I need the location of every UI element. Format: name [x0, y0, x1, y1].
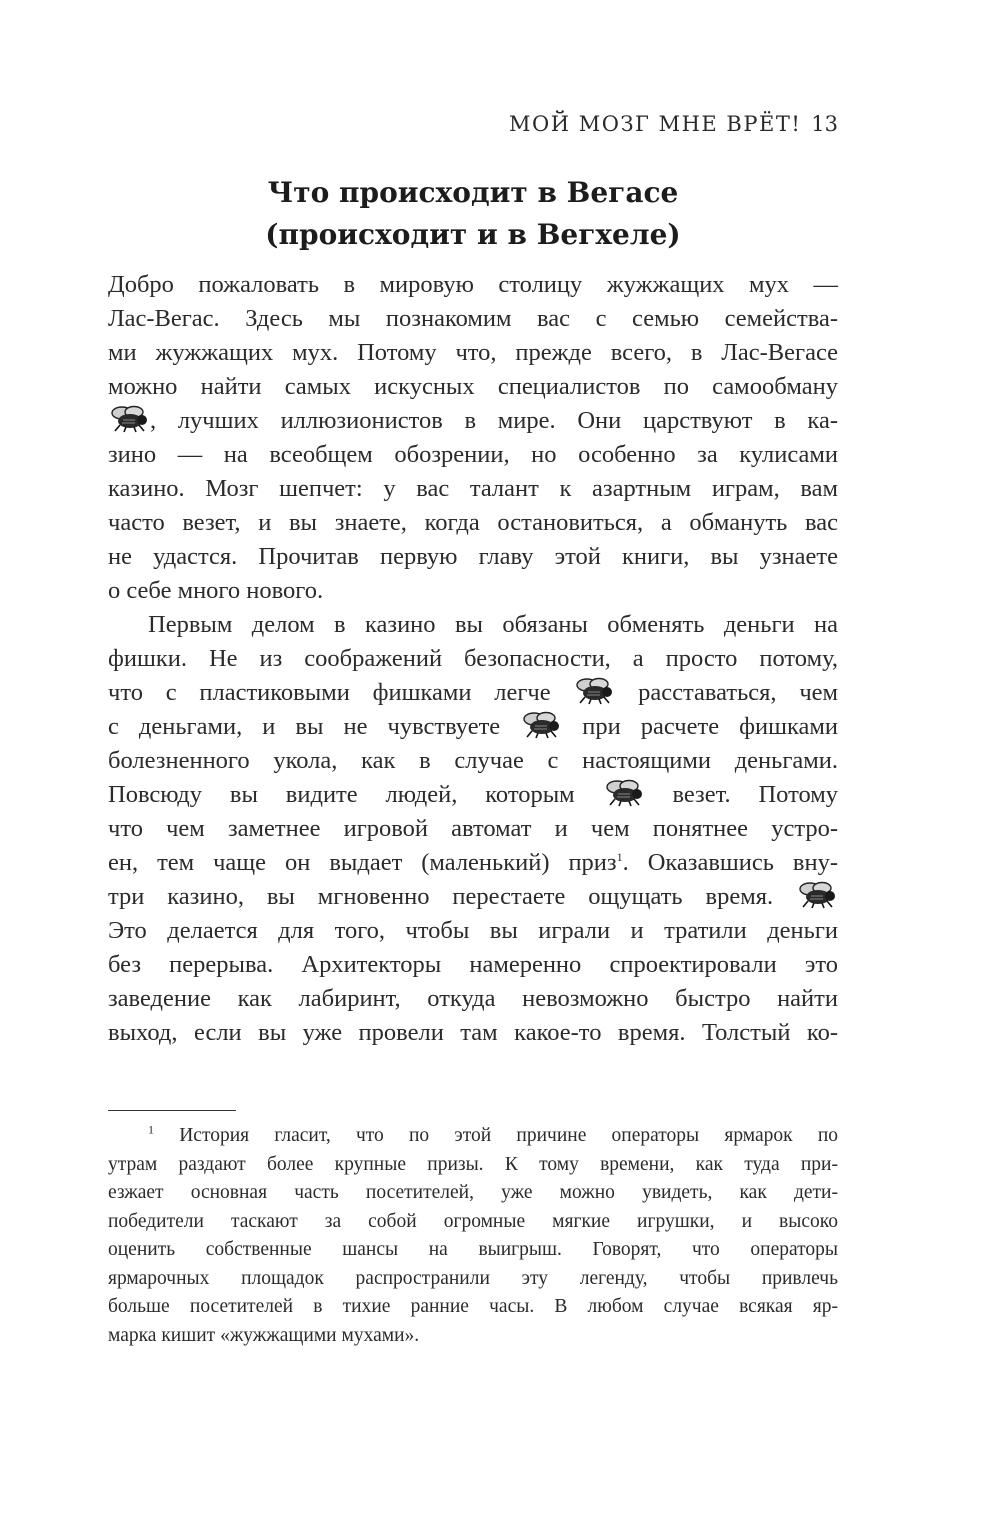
footnotes [108, 1122, 838, 1350]
footnote-marker: 1 [616, 849, 623, 864]
text-fragment: везет. Потому [672, 781, 838, 808]
text-fragment [108, 849, 838, 876]
text-line: выход, если вы уже провели там какое-то время. Толстый ко- [108, 1019, 838, 1046]
text-line: зино — на всеобщем обозрении, но особенно за кулисами [108, 441, 838, 468]
text-line [108, 676, 838, 710]
running-header [509, 112, 838, 136]
footnote-line: марка кишит «жужжащими мухами». [108, 1324, 420, 1346]
text-line [108, 846, 838, 880]
page-number: 13 [811, 112, 838, 136]
running-title: МОЙ МОЗГ МНЕ ВРЁТ! [509, 112, 802, 136]
footnote-number: 1 [148, 1122, 154, 1137]
footnote-line: езжает основная часть посетителей, уже можно увидеть, как дети- [108, 1182, 838, 1203]
text-fragment: ен, тем чаще он выдает (маленький) приз [108, 849, 617, 876]
footnote-divider [108, 1110, 236, 1111]
text-line [108, 404, 838, 438]
buzzing-fly-icon [603, 779, 645, 807]
text-line: фишки. Не из соображений безопасности, а просто потому, [108, 645, 838, 672]
text-line: о себе много нового. [108, 577, 324, 604]
text-line [108, 710, 838, 744]
text-line: часто везет, и вы знаете, когда остановиться, а обмануть вас [108, 509, 838, 536]
text-fragment: расставаться, чем [638, 679, 839, 706]
text-line [108, 880, 838, 914]
text-line: заведение как лабиринт, откуда невозможно быстро найти [108, 985, 838, 1012]
text-fragment: История гласит, что по этой причине операторы ярмарок по [179, 1125, 839, 1146]
text-line: без перерыва. Архитекторы намеренно спроектировали это [108, 951, 838, 978]
title-line-2: (происходит и в Вегхеле) [265, 218, 681, 251]
text-fragment: Повсюду вы видите людей, которым [108, 781, 575, 808]
footnote-line [108, 1122, 838, 1151]
footnote-line: победители таскают за собой огромные мягкие игрушки, и высоко [108, 1210, 838, 1232]
buzzing-fly-icon [573, 677, 615, 705]
footnote-line: утрам раздают более крупные призы. К тому времени, как туда при- [108, 1153, 838, 1175]
text-line: ми жужжащих мух. Потому что, прежде всего, в Лас-Вегасе [108, 339, 838, 366]
text-fragment: три казино, вы мгновенно перестаете ощущать время. [108, 883, 774, 910]
text-line: Добро пожаловать в мировую столицу жужжащих мух — [108, 271, 838, 298]
text-line: Лас-Вегас. Здесь мы познакомим вас с семью семейства- [108, 305, 838, 332]
buzzing-fly-icon [520, 711, 562, 739]
text-line: казино. Мозг шепчет: у вас талант к азартным играм, вам [108, 475, 838, 502]
text-fragment: что с пластиковыми фишками легче [108, 679, 551, 706]
footnote-line: ярмарочных площадок распространили эту легенду, чтобы привлечь [108, 1267, 838, 1289]
buzzing-fly-icon [796, 881, 838, 909]
text-fragment: при расчете фишками [582, 713, 838, 740]
text-line [108, 778, 838, 812]
text-fragment: с деньгами, и вы не чувствуете [108, 713, 501, 740]
text-fragment: . Оказавшись вну- [622, 849, 838, 876]
footnote-line: оценить собственные шансы на выигрыш. Говорят, что операторы [108, 1239, 838, 1260]
text-line: Это делается для того, чтобы вы играли и тратили деньги [108, 917, 838, 944]
main-text [108, 268, 838, 1050]
text-line: Первым делом в казино вы обязаны обменять деньги на [148, 611, 838, 638]
text-fragment: , лучших иллюзионистов в мире. Они царствуют в ка- [150, 407, 838, 434]
text-line: болезненного укола, как в случае с настоящими деньгами. [108, 747, 838, 774]
title-line-1: Что происходит в Вегасе [267, 176, 679, 209]
text-line: не удастся. Прочитав первую главу этой книги, вы узнаете [108, 543, 838, 570]
buzzing-fly-icon [108, 405, 150, 433]
text-line: что чем заметнее игровой автомат и чем понятнее устро- [108, 815, 838, 842]
text-line: можно найти самых искусных специалистов по самообману [108, 373, 838, 400]
footnote-line: больше посетителей в тихие ранние часы. В любом случае всякая яр- [108, 1296, 838, 1317]
chapter-title [108, 172, 838, 256]
